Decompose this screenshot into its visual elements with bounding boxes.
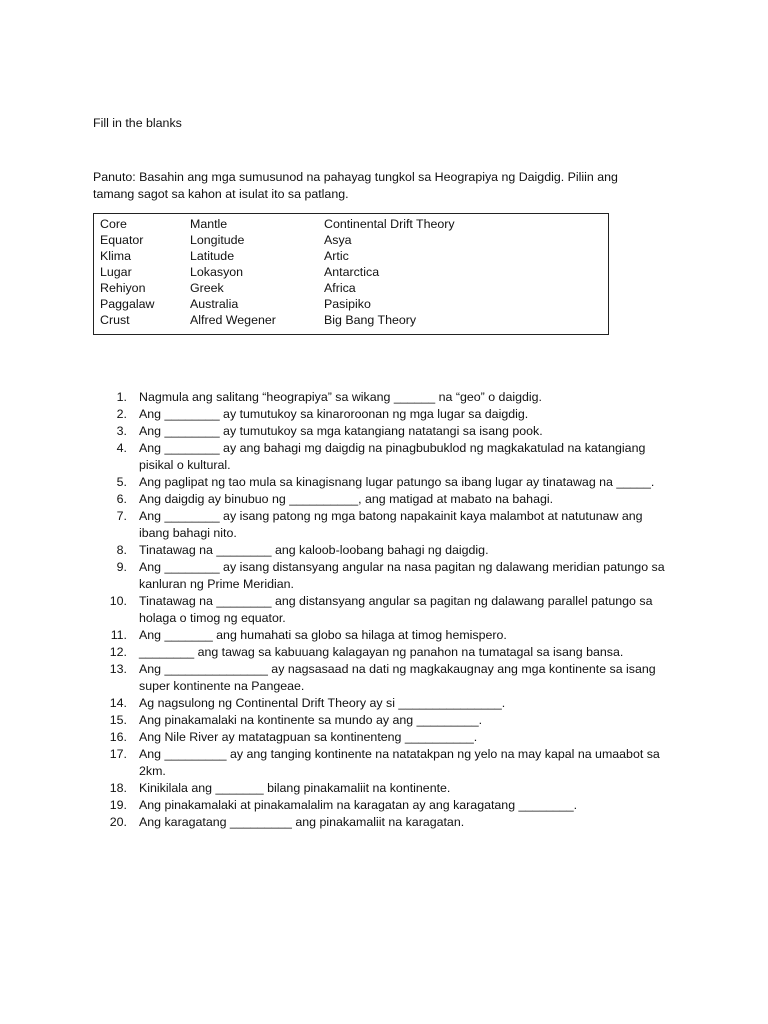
word-bank-row [94,248,608,264]
word-bank-row [94,312,608,328]
question-text: Ang pinakamalaki na kontinente sa mundo ay ang _________. [139,713,483,727]
word-bank-item: Pasipiko [324,297,371,311]
instructions-text: Panuto: Basahin ang mga sumusunod na pahayag tungkol sa Heograpiya ng Daigdig. Piliin ang tamang sagot sa kahon at isulat ito sa patlang. [93,170,618,201]
question-item [0,661,768,695]
question-number: 3. [116,424,127,438]
question-item [0,491,768,508]
question-number: 19. [109,798,127,812]
word-bank-row [94,264,608,280]
question-number: 5. [116,475,127,489]
question-item [0,644,768,661]
word-bank-box [93,213,609,335]
question-item [0,695,768,712]
question-text: Ang paglipat ng tao mula sa kinagisnang lugar patungo sa ibang lugar ay tinatawag na _____. [139,475,655,489]
question-item [0,440,768,474]
question-text: Tinatawag na ________ ang kaloob-loobang bahagi ng daigdig. [139,543,489,557]
question-number: 7. [116,509,127,523]
question-item [0,542,768,559]
question-item [0,627,768,644]
word-bank-item: Big Bang Theory [324,313,417,327]
question-text: Ang Nile River ay matatagpuan sa kontinenteng __________. [139,730,478,744]
question-number: 10. [109,594,127,608]
question-text: Ang pinakamalaki at pinakamalalim na karagatan ay ang karagatang ________. [139,798,578,812]
question-text: Kinikilala ang _______ bilang pinakamaliit na kontinente. [139,781,451,795]
word-bank-item: Crust [100,313,130,327]
question-text: Ang karagatang _________ ang pinakamaliit na karagatan. [139,815,465,829]
question-number: 9. [116,560,127,574]
word-bank-item: Lokasyon [190,265,244,279]
question-text: Ang ________ ay ang bahagi mg daigdig na pinagbubuklod ng magkakatulad na katangiang pisikal o kultural. [139,441,646,472]
question-number: 14. [109,696,127,710]
word-bank-item: Mantle [190,217,228,231]
question-number: 4. [116,441,127,455]
question-text: Ang ________ ay tumutukoy sa kinaroroonan ng mga lugar sa daigdig. [139,407,529,421]
question-text: Ang _______ ang humahati sa globo sa hilaga at timog hemispero. [139,628,507,642]
word-bank-row [94,232,608,248]
question-item [0,712,768,729]
question-number: 6. [116,492,127,506]
word-bank-item: Longitude [190,233,245,247]
question-item [0,406,768,423]
word-bank-row [94,216,608,232]
question-item [0,559,768,593]
question-item [0,746,768,780]
word-bank-row [94,280,608,296]
word-bank-item: Equator [100,233,144,247]
question-item [0,814,768,831]
question-text: Nagmula ang salitang “heograpiya” sa wikang ______ na “geo” o daigdig. [139,390,542,404]
word-bank-item: Australia [190,297,239,311]
question-number: 18. [109,781,127,795]
question-item [0,423,768,440]
question-item [0,593,768,627]
word-bank-item: Latitude [190,249,235,263]
question-number: 16. [109,730,127,744]
word-bank-item: Artic [324,249,349,263]
word-bank-item: Asya [324,233,352,247]
word-bank-item: Rehiyon [100,281,146,295]
word-bank-item: Greek [190,281,224,295]
question-text: Ag nagsulong ng Continental Drift Theory ay si _______________. [139,696,506,710]
question-item [0,780,768,797]
question-text: Ang ________ ay tumutukoy sa mga katangiang natatangi sa isang pook. [139,424,543,438]
question-item [0,508,768,542]
word-bank-item: Paggalaw [100,297,155,311]
question-number: 13. [109,662,127,676]
word-bank-item: Antarctica [324,265,380,279]
question-text: Ang _________ ay ang tanging kontinente na natatakpan ng yelo na may kapal na umaabot sa 2km. [139,747,660,778]
word-bank-row [94,296,608,312]
question-text: Ang ________ ay isang distansyang angular na nasa pagitan ng dalawang meridian patungo sa kanluran ng Prime Meridian. [139,560,665,591]
question-item [0,389,768,406]
word-bank-item: Alfred Wegener [190,313,276,327]
word-bank-item: Lugar [100,265,132,279]
question-text: ________ ang tawag sa kabuuang kalagayan ng panahon na tumatagal sa isang bansa. [139,645,624,659]
word-bank-item: Core [100,217,127,231]
question-item [0,797,768,814]
question-item [0,474,768,491]
word-bank-item: Africa [324,281,356,295]
question-list [0,389,768,831]
question-number: 17. [109,747,127,761]
worksheet-title: Fill in the blanks [93,116,182,130]
question-number: 11. [110,628,127,642]
question-number: 15. [109,713,127,727]
question-item [0,729,768,746]
word-bank-item: Klima [100,249,131,263]
question-text: Tinatawag na ________ ang distansyang angular sa pagitan ng dalawang parallel patungo sa holaga o timog ng equator. [139,594,653,625]
question-number: 8. [116,543,127,557]
question-number: 1. [116,390,127,404]
question-text: Ang _______________ ay nagsasaad na dati ng magkakaugnay ang mga kontinente sa isang super kontinente na Pangeae. [139,662,656,693]
word-bank-item: Continental Drift Theory [324,217,455,231]
question-number: 2. [116,407,127,421]
question-number: 20. [109,815,127,829]
question-text: Ang daigdig ay binubuo ng __________, ang matigad at mabato na bahagi. [139,492,554,506]
question-number: 12. [109,645,127,659]
question-text: Ang ________ ay isang patong ng mga batong napakainit kaya malambot at natutunaw ang ibang bahagi nito. [139,509,643,540]
